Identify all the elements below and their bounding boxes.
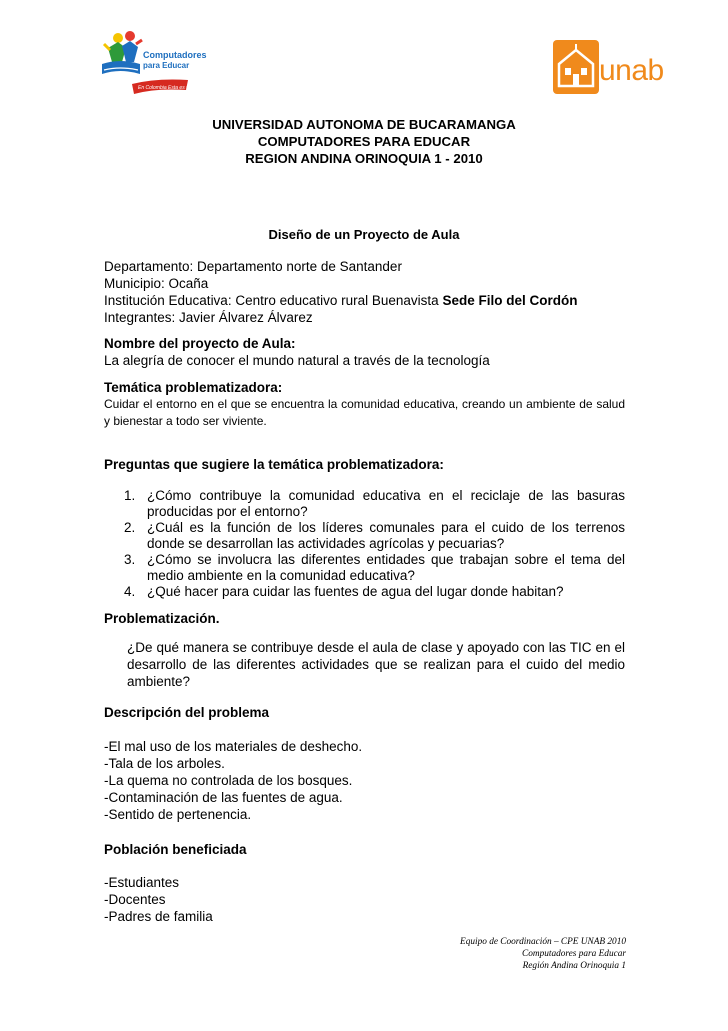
institucion-line: Institución Educativa: Centro educativo rural Buenavista Sede Filo del Cordón xyxy=(104,293,578,308)
preguntas-section xyxy=(104,456,625,473)
list-item: 4. ¿Qué hacer para cuidar las fuentes de agua del lugar donde habitan? xyxy=(124,584,564,599)
list-item: -Sentido de pertenencia. xyxy=(104,807,252,822)
list-item: 3. ¿Cómo se involucra las diferentes entidades que trabajan sobre el tema del medio ambiente en la comunidad educativa? xyxy=(124,552,625,583)
problematizacion-heading: Problematización. xyxy=(104,611,220,626)
header-program: COMPUTADORES PARA EDUCAR xyxy=(257,134,471,149)
problematizacion-section xyxy=(104,610,625,627)
unab-wordmark: unab xyxy=(599,54,664,87)
problematizacion-text: ¿De qué manera se contribuye desde el aula de clase y apoyado con las TIC en el desarrollo de las diferentes actividades que se realizan para el cuido del medio ambiente? xyxy=(127,640,625,689)
project-title: Diseño de un Proyecto de Aula xyxy=(268,227,460,242)
nombre-text: La alegría de conocer el mundo natural a través de la tecnología xyxy=(104,353,490,368)
footer-line-3: Región Andina Orinoquia 1 xyxy=(522,961,626,971)
sede-name: Sede Filo del Cordón xyxy=(442,293,578,308)
list-item: -Padres de familia xyxy=(104,909,213,924)
nombre-heading: Nombre del proyecto de Aula: xyxy=(104,336,296,351)
svg-text:para Educar: para Educar xyxy=(143,61,190,70)
page-footer xyxy=(420,936,626,972)
poblacion-list xyxy=(104,874,625,925)
tematica-section xyxy=(104,379,625,430)
municipio-line: Municipio: Ocaña xyxy=(104,276,209,291)
header-university: UNIVERSIDAD AUTONOMA DE BUCARAMANGA xyxy=(212,117,516,132)
descripcion-heading: Descripción del problema xyxy=(104,705,270,720)
descripcion-list xyxy=(104,738,625,823)
list-item: -La quema no controlada de los bosques. xyxy=(104,773,353,788)
list-item: -Docentes xyxy=(104,892,166,907)
poblacion-section xyxy=(104,841,625,858)
integrantes-line: Integrantes: Javier Álvarez Álvarez xyxy=(104,310,313,325)
list-item: 1. ¿Cómo contribuye la comunidad educativa en el reciclaje de las basuras producidas por el entorno? xyxy=(124,488,625,519)
svg-text:Computadores: Computadores xyxy=(143,50,207,60)
departamento-line: Departamento: Departamento norte de Santander xyxy=(104,259,402,274)
list-item: -El mal uso de los materiales de deshecho. xyxy=(104,739,363,754)
tematica-text: Cuidar el entorno en el que se encuentra la comunidad educativa, creando un ambiente de salud y bienestar a todo ser viviente. xyxy=(104,397,625,428)
info-block xyxy=(104,258,625,326)
list-item: -Tala de los arboles. xyxy=(104,756,225,771)
nombre-section xyxy=(104,335,625,369)
descripcion-section xyxy=(104,704,625,721)
document-header xyxy=(0,116,728,167)
poblacion-heading: Población beneficiada xyxy=(104,842,247,857)
preguntas-heading: Preguntas que sugiere la temática problematizadora: xyxy=(104,457,444,472)
list-item: 2. ¿Cuál es la función de los líderes comunales para el cuido de los terrenos donde se desarrollan las actividades agrícolas y pecuarias? xyxy=(124,520,625,551)
footer-line-1: Equipo de Coordinación – CPE UNAB 2010 xyxy=(460,937,626,947)
unab-building-icon xyxy=(553,40,599,94)
computadores-para-educar-logo xyxy=(96,28,216,98)
tematica-heading: Temática problematizadora: xyxy=(104,380,283,395)
list-item: -Contaminación de las fuentes de agua. xyxy=(104,790,343,805)
cpe-slogan: En Colombia Esta es una Prioridad xyxy=(138,85,216,91)
unab-logo xyxy=(553,40,671,94)
preguntas-list xyxy=(104,488,625,600)
footer-line-2: Computadores para Educar xyxy=(522,949,626,959)
cpe-logo-graphic xyxy=(96,28,216,98)
preguntas-list-wrap xyxy=(104,488,625,600)
header-region: REGION ANDINA ORINOQUIA 1 - 2010 xyxy=(245,151,483,166)
list-item: -Estudiantes xyxy=(104,875,180,890)
